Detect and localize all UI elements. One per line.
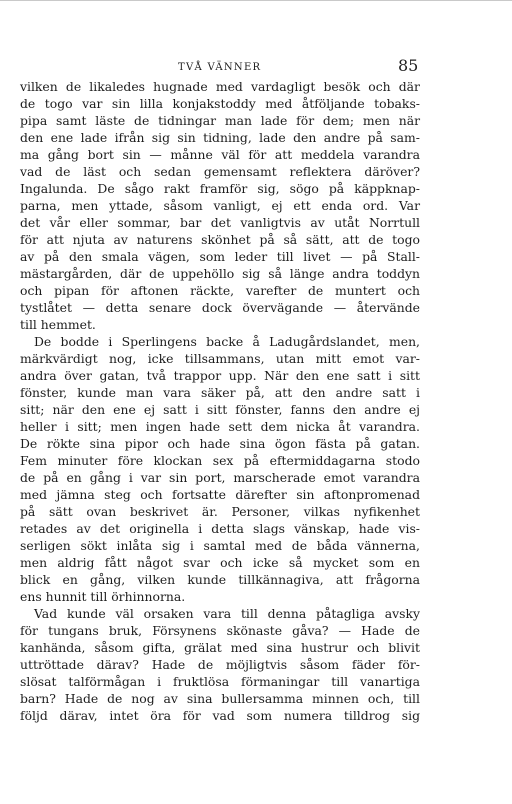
text-line: mästargården, där de uppehöllo sig så länge andra toddyn	[20, 266, 420, 281]
page-number: 85	[398, 56, 419, 75]
text-line: andra över gatan, två trappor upp. När den ene satt i sitt	[20, 368, 420, 383]
text-line: blick en gång, vilken kunde tillkännagiva, att frågorna	[20, 572, 420, 587]
text-line: tystlåtet — detta senare dock övervägande — återvände	[20, 300, 420, 315]
text-line: och pipan för aftonen räckte, varefter de muntert och	[20, 283, 420, 298]
text-line: de på en gång i var sin port, marscherade emot varandra	[20, 470, 420, 485]
text-line: Ingalunda. De sågo rakt framför sig, sögo på käppknap-	[20, 181, 420, 196]
text-line: följd därav, intet öra för vad som numera tilldrog sig	[20, 708, 420, 723]
text-line: ens hunnit till örhinnorna.	[20, 589, 186, 604]
text-line: men aldrig fått något svar och icke så mycket som en	[20, 555, 420, 570]
text-line: De rökte sina pipor och hade sina ögon fästa på gatan.	[20, 436, 420, 451]
text-line: de togo var sin lilla konjakstoddy med åtföljande tobaks-	[20, 96, 420, 111]
text-line: De bodde i Sperlingens backe å Ladugårdslandet, men,	[34, 334, 420, 349]
text-line: parna, men yttade, såsom vanligt, ej ett enda ord. Var	[20, 198, 420, 213]
text-line: pipa samt läste de tidningar man lade för dem; men när	[20, 113, 420, 128]
text-line: Vad kunde väl orsaken vara till denna påtagliga avsky	[34, 606, 420, 621]
text-line: för att njuta av naturens skönhet på så sätt, att de togo	[20, 232, 420, 247]
text-line: det vår eller sommar, bar det vanligtvis av utåt Norrtull	[20, 215, 420, 230]
text-line: uttröttade därav? Hade de möjligtvis såsom fäder för-	[20, 657, 420, 672]
text-line: vad de läst och sedan gemensamt reflektera däröver?	[20, 164, 420, 179]
text-line: sitt; när den ene ej satt i sitt fönster, fanns den andre ej	[20, 402, 420, 417]
text-line: vilken de likaledes hugnade med vardagligt besök och där	[20, 79, 420, 94]
text-line: till hemmet.	[20, 317, 96, 332]
text-line: den ene lade ifrån sig sin tidning, lade den andre på sam-	[20, 130, 420, 145]
text-line: märkvärdigt nog, icke tillsammans, utan mitt emot var-	[20, 351, 420, 366]
text-line: kanhända, såsom gifta, grälat med sina hustrur och blivit	[20, 640, 420, 655]
text-line: slösat talförmågan i fruktlösa förmaningar till vanartiga	[20, 674, 420, 689]
text-line: Fem minuter före klockan sex på eftermiddagarna stodo	[20, 453, 420, 468]
text-line: för tungans bruk, Försynens skönaste gåva? — Hade de	[20, 623, 420, 638]
text-line: ma gång bort sin — månne väl för att meddela varandra	[20, 147, 420, 162]
text-line: heller i sitt; men ingen hade sett dem nicka åt varandra.	[20, 419, 420, 434]
running-head	[18, 56, 418, 78]
text-line: serligen sökt inlåta sig i samtal med de båda vännerna,	[20, 538, 420, 553]
text-line: barn? Hade de nog av sina bullersamma minnen och, till	[20, 691, 420, 706]
text-line: med jämna steg och fortsatte därefter sin aftonpromenad	[20, 487, 420, 502]
top-edge-rule	[0, 0, 512, 4]
text-line: fönster, kunde man vara säker på, att den andre satt i	[20, 385, 420, 400]
text-line: av på den smala vägen, som leder till livet — på Stall-	[20, 249, 420, 264]
text-line: retades av det originella i detta slags vänskap, hade vis-	[20, 521, 420, 536]
running-title: TVÅ VÄNNER	[178, 62, 262, 73]
text-line: på sätt ovan beskrivet är. Personer, vilkas nyfikenhet	[20, 504, 420, 519]
